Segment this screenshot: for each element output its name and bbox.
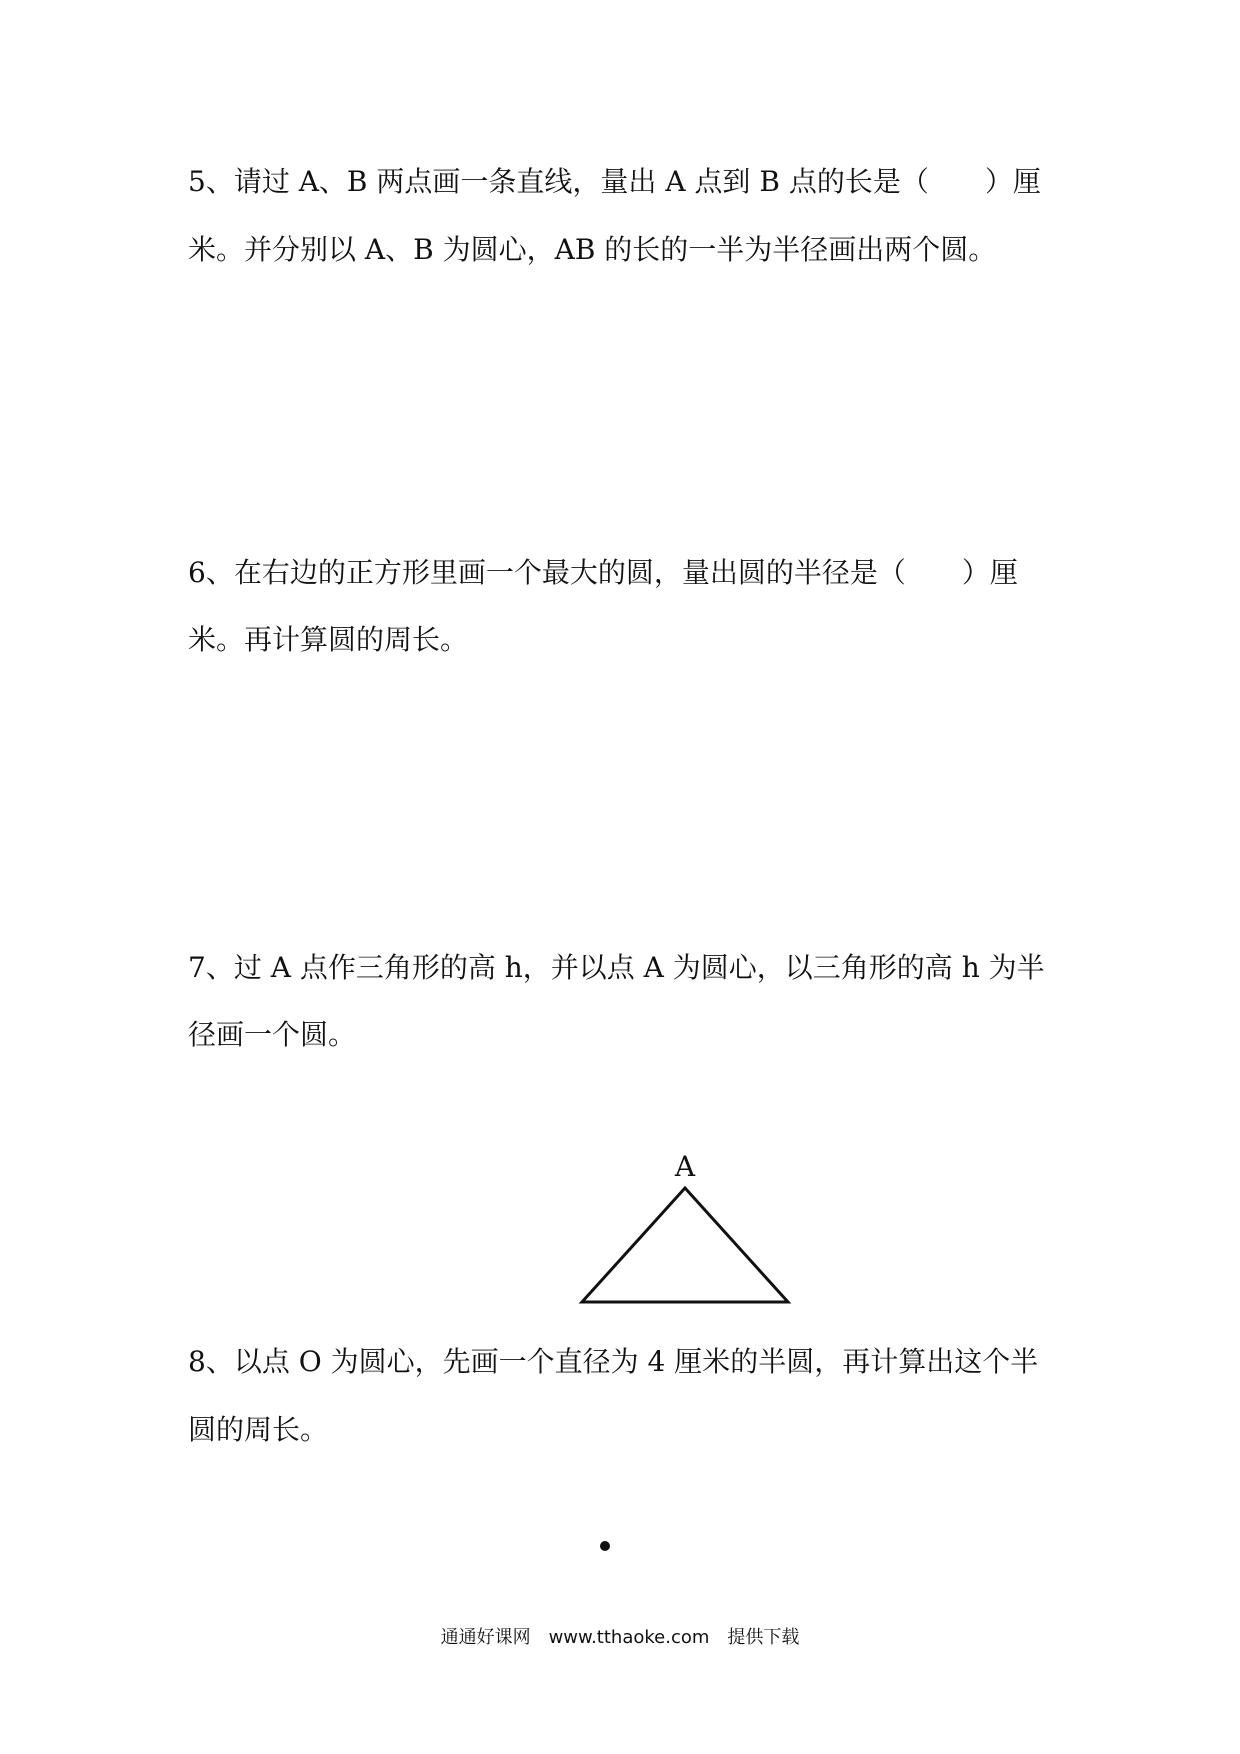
question-7-line-1: 7、过 A 点作三角形的高 h，并以点 A 为圆心，以三角形的高 h 为半	[188, 951, 1045, 984]
triangle-figure	[570, 1140, 810, 1320]
question-6-line-2: 米。再计算圆的周长。	[188, 623, 469, 656]
question-5-line-1: 5、请过 A、B 两点画一条直线，量出 A 点到 B 点的长是（ ）厘	[188, 165, 1041, 198]
question-8-line-1: 8、以点 O 为圆心，先画一个直径为 4 厘米的半圆，再计算出这个半	[188, 1345, 1039, 1378]
footer-text: 通通好课网 www.tthaoke.com 提供下载	[440, 1627, 800, 1648]
point-o-dot	[595, 1536, 615, 1556]
triangle-vertex-label: A	[674, 1150, 696, 1183]
triangle-shape	[582, 1188, 788, 1302]
question-6-line-1: 6、在右边的正方形里画一个最大的圆，量出圆的半径是（ ）厘	[188, 556, 1018, 589]
question-5-line-2: 米。并分别以 A、B 为圆心，AB 的长的一半为半径画出两个圆。	[188, 233, 997, 266]
question-8-line-2: 圆的周长。	[188, 1413, 329, 1446]
question-7-line-2: 径画一个圆。	[188, 1018, 357, 1051]
